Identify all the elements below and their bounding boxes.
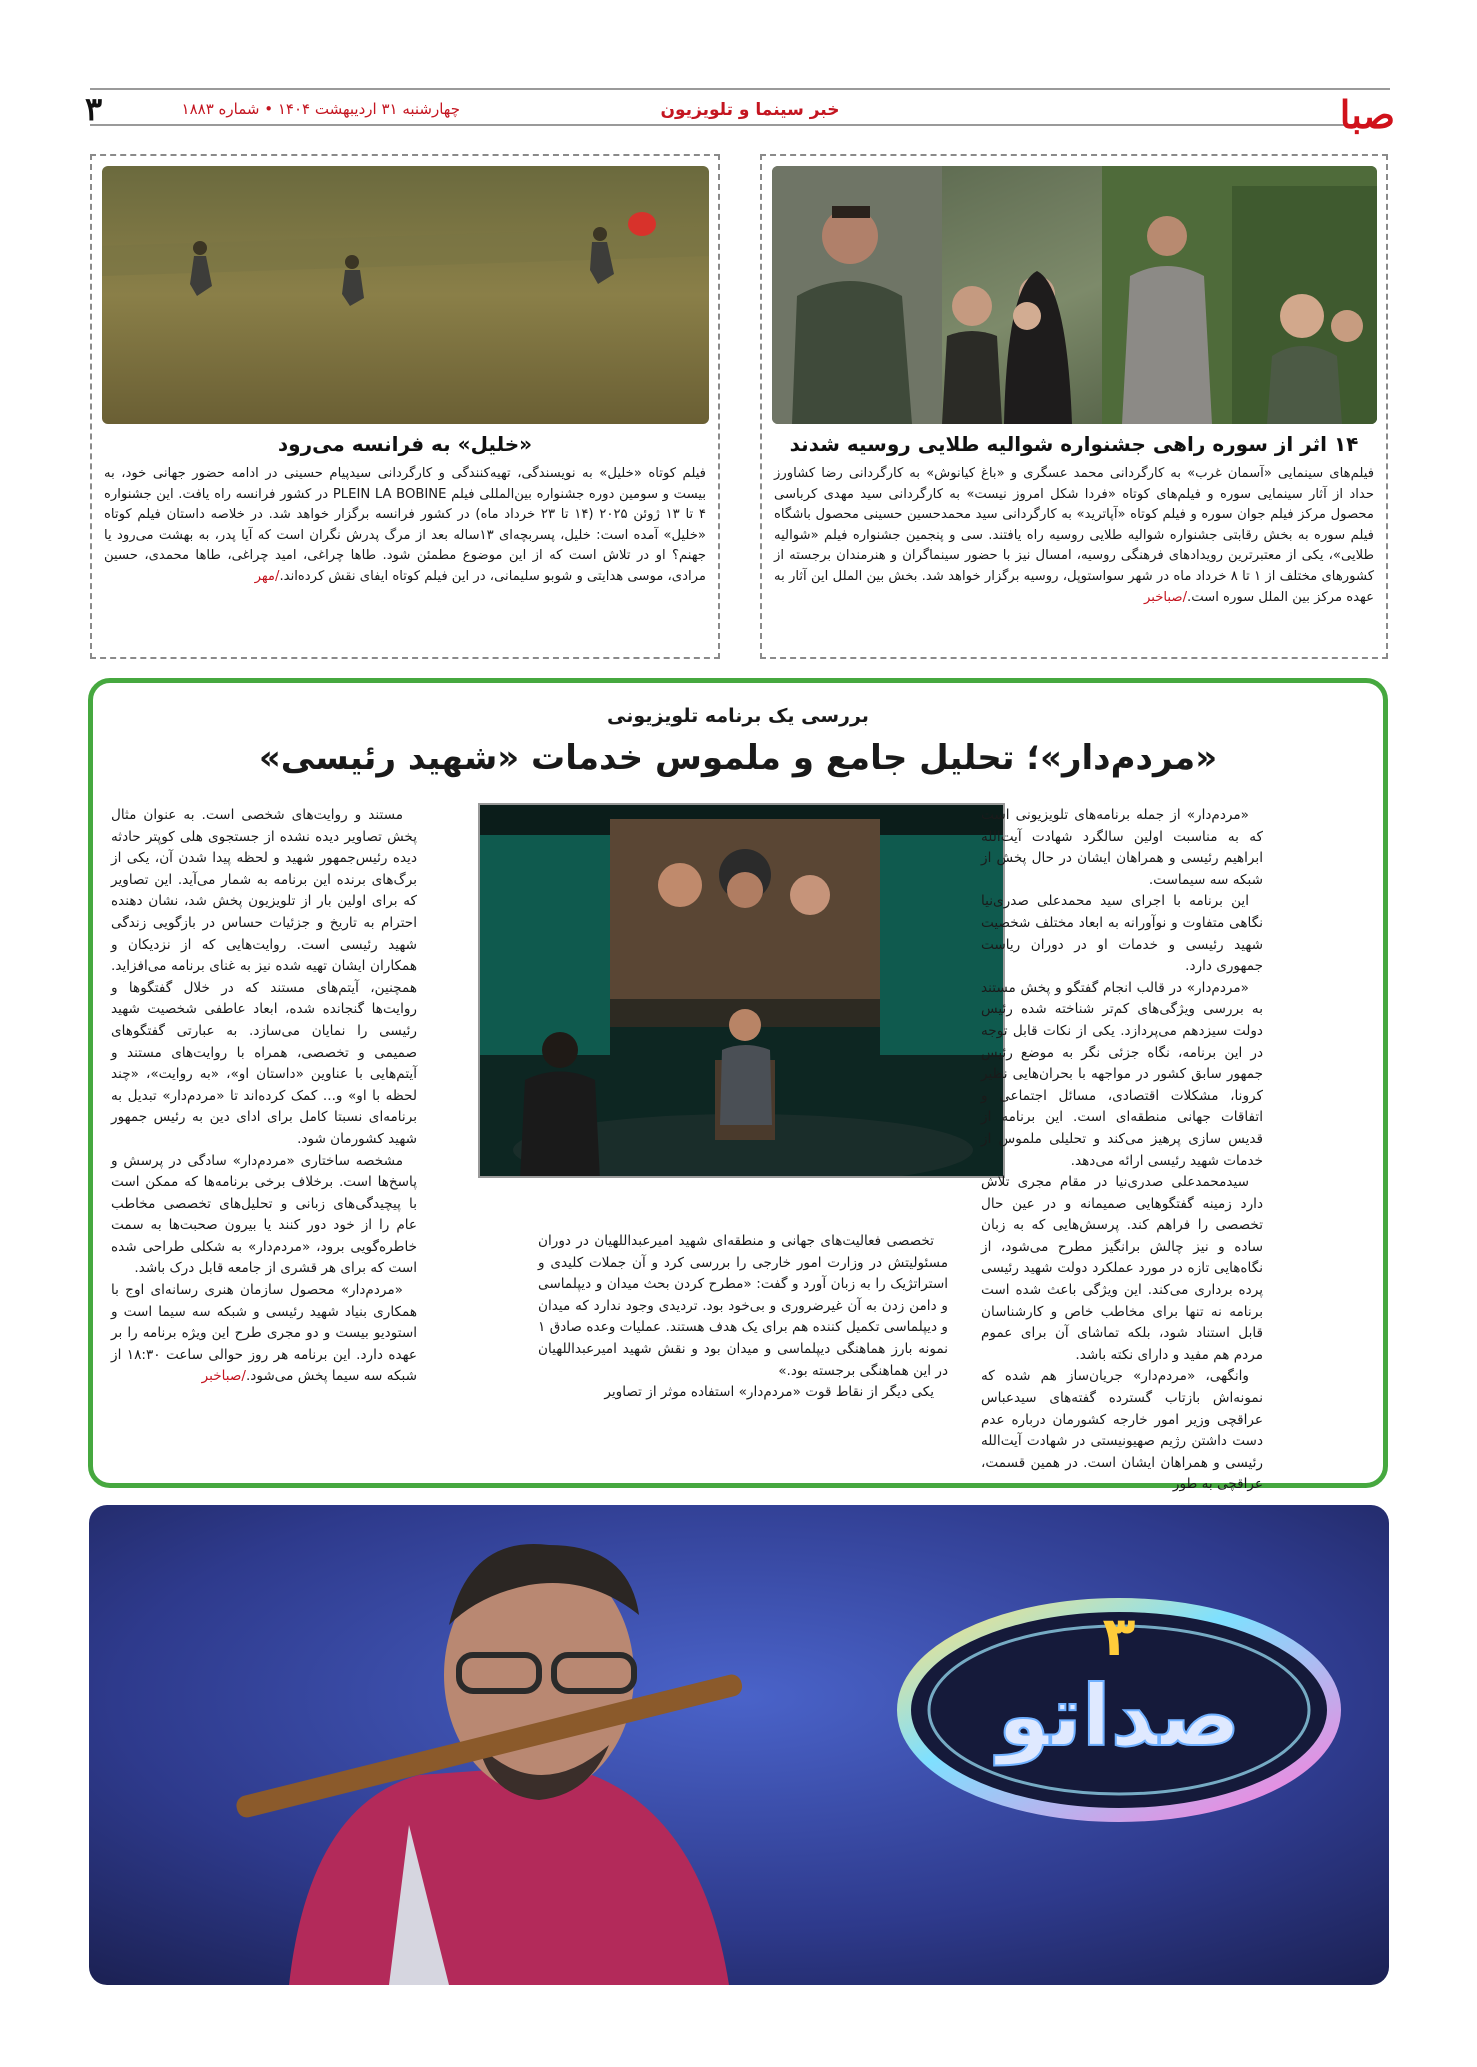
- paragraph: «مردم‌دار» از جمله برنامه‌های تلویزیونی است که به مناسبت اولین سالگرد شهادت آیت‌الله ابراهیم رئیسی و همراهان ایشان در حال پخش از شبکه سه سیماست.: [981, 807, 1263, 888]
- news-box-sooreh: [760, 154, 1388, 659]
- header-top-rule: [90, 88, 1390, 90]
- studio-photo: [478, 803, 1005, 1178]
- paragraph: یکی دیگر از نقاط قوت «مردم‌دار» استفاده موثر از تصاویر: [604, 1384, 934, 1401]
- section-title: خبر سینما و تلویزیون: [660, 100, 840, 120]
- news-body: فیلم کوتاه «خلیل» به نویسندگی، تهیه‌کنندگی و کارگردانی سیدپیام حسینی در ادامه حضور جهانی خود، به بیست و سومین دوره جشنواره بین‌المللی فیلم PLEIN LA BOBINE در کشور فرانسه راه یافت. این جشنواره ۴ تا ۱۳ ژوئن ۲۰۲۵ (۱۴ تا ۲۳ خرداد ماه) در کشور فرانسه برگزار خواهد شد. در خلاصه داستان فیلم کوتاه «خلیل» آمده است: خلیل، پسربچه‌ای ۱۳ساله بعد از مرگ پدرش نگران است که آیا پدر، به بهشت می‌رود یا جهنم؟ او در تلاش است که از این موضوع مطمئن شود. طاها چراغی، امید چراغی، طاها محمدی، حسین مرادی، موسی هدایتی و شوبو سلیمانی، در این فیلم کوتاه ایفای نقش کرده‌اند./مهر: [104, 466, 707, 584]
- news-body: فیلم‌های سینمایی «آسمان غرب» به کارگردانی محمد عسگری و «باغ کیانوش» به کارگردانی رضا کشاورز حداد از آثار سینمایی سوره و فیلم‌های کوتاه «فردا شکل امروز نیست» به کارگردانی سید مهدی کرباسی محصول مرکز فیلم جوان سوره و فیلم کوتاه «آپاترید» به کارگردانی سید محمدحسین حسینی محصول باشگاه فیلم سوره به بخش رقابتی جشنواره شوالیه طلایی روسیه راه یافتند. سی و پنجمین جشنواره فیلم «شوالیه طلایی»، یکی از معتبرترین رویدادهای فرهنگی روسیه، امسال نیز با حضور سینماگران و هنرمندان برجسته از کشورهای مختلف از ۱ تا ۸ خرداد ماه در شهر سواستوپل، روسیه برگزار خواهد شد. بخش بین الملل این آثار به عهده مرکز بین الملل سوره است./صباخبر: [774, 466, 1374, 605]
- paragraph: مشخصه ساختاری «مردم‌دار» سادگی در پرسش و پاسخ‌ها است. برخلاف برخی برنامه‌ها که ممکن است با پیچیدگی‌های زبانی و تحلیل‌های تخصصی مخاطب عام را از خود دور کنند یا بیرون صحبت‌ها به سمت خاطره‌گویی برود، «مردم‌دار» به شکلی طراحی شده است که برای هر قشری از جامعه قابل درک باشد.: [111, 1152, 417, 1277]
- feature-headline: «مردم‌دار»؛ تحلیل جامع و ملموس خدمات «شهید رئیسی»: [258, 738, 1218, 778]
- feature-column-right: [981, 805, 1263, 1496]
- show-banner: [89, 1505, 1389, 1985]
- feature-kicker: بررسی یک برنامه تلویزیونی: [607, 705, 869, 727]
- feature-column-middle: [538, 1231, 948, 1404]
- news-title: ۱۴ اثر از سوره راهی جشنواره شوالیه طلایی روسیه شدند: [789, 432, 1359, 456]
- khalil-film-still: [102, 166, 709, 424]
- paragraph: مستند و روایت‌های شخصی است. به عنوان مثال پخش تصاویر دیده نشده از جستجوی هلی کوپتر حادثه دیده رئیس‌جمهور شهید و لحظه پیدا شدن آن، یکی از برگ‌های برنده این برنامه به شمار می‌آید. این تصاویر که برای اولین بار از تلویزیون پخش شد، نشان دهنده احترام به تاریخ و جزئیات حساس در بازگویی زندگی شهید رئیسی است. روایت‌هایی که از نزدیکان و همکاران ایشان تهیه شده نیز به غنای برنامه می‌افزاید. همچنین، آیتم‌های مستند که در خلال گفتگوها و روایت‌ها گنجانده شده، ابعاد عاطفی شخصیت شهید رئیسی را نمایان می‌سازد. به عبارتی گفتگوهای صمیمی و تخصصی، همراه با روایت‌های مستند و آیتم‌هایی با عناوین «داستان او»، «به روایت»، «چند لحظه با او» و... کمک کرده‌اند تا «مردم‌دار» تبدیل به برنامه‌ای نسبتا کامل برای ادای دین به رئیس جمهور شهید کشورمان شود.: [111, 807, 417, 1147]
- paragraph: این برنامه با اجرای سید محمدعلی صدری‌نیا نگاهی متفاوت و نوآورانه به ابعاد مختلف شخصیت شهید رئیسی و خدمات او در دوران ریاست جمهوری دارد.: [981, 893, 1263, 975]
- news-title: «خلیل» به فرانسه می‌رود: [277, 432, 533, 456]
- feature-source: /صباخبر: [201, 1368, 246, 1385]
- feature-article: [88, 678, 1388, 1493]
- paragraph: سیدمحمدعلی صدری‌نیا در مقام مجری تلاش دارد زمینه گفتگوهایی صمیمانه و در عین حال تخصصی را فراهم کند. پرسش‌هایی که به زبان ساده و نیز چالش برانگیز مطرح می‌شود، از نگاه‌هایی تازه در مورد عملکرد دولت شهید رئیسی پرده برداری می‌کند. این ویژگی باعث شده است برنامه نه تنها برای مخاطب خاص و کارشناسان قابل استناد شود، بلکه تماشای آن برای عموم مردم هم مفید و دارای نکته باشد.: [981, 1174, 1263, 1363]
- issue-date: چهارشنبه ۳۱ اردیبهشت ۱۴۰۴ • شماره ۱۸۸۳: [181, 100, 460, 118]
- page-header: [0, 0, 1477, 137]
- paragraph: «مردم‌دار» محصول سازمان هنری رسانه‌ای اوج با همکاری بنیاد شهید رئیسی و شبکه سه سیما است و استودیو بیست و دو مجری طرح این ویژه برنامه را بر عهده دارد. این برنامه هر روز حوالی ساعت ۱۸:۳۰ از شبکه سه سیما پخش می‌شود./صباخبر: [111, 1282, 417, 1385]
- show-logo-digit: ۳: [1102, 1605, 1136, 1668]
- feature-column-left: [111, 805, 417, 1388]
- paragraph: وانگهی، «مردم‌دار» جریان‌ساز هم شده که نمونه‌اش بازتاب گسترده گفته‌های سیدعباس عراقچی وزیر امور خارجه کشورمان درباره عدم دست داشتن رژیم صهیونیستی در شهادت آیت‌الله رئیسی و همراهان ایشان است. در همین قسمت، عراقچی به طور: [981, 1368, 1263, 1493]
- paragraph: تخصصی فعالیت‌های جهانی و منطقه‌ای شهید امیرعبداللهیان در دوران مسئولیتش در وزارت امور خارجی را بررسی کرد و آن جملات کلیدی و استراتژیک را به زبان آورد و گفت: «مطرح کردن بحث میدان و دیپلماسی و دامن زدن به آن غیرضروری و بی‌خود بود. تردیدی وجود ندارد که میدان و دیپلماسی تکمیل کننده هم برای یک هدف هستند. عملیات وعده صادق ۱ نمونه بارز هماهنگی دیپلماسی و میدان بود و نقش شهید امیرعبداللهیان در این هماهنگی برجسته بود.»: [538, 1233, 948, 1379]
- film-collage-photo: [772, 166, 1377, 424]
- show-logo-text: صداتو: [997, 1667, 1241, 1765]
- news-source: /مهر: [254, 568, 280, 584]
- news-box-khalil: [90, 154, 720, 659]
- newspaper-logo: صبا: [1339, 92, 1395, 137]
- news-source: /صباخبر: [1143, 589, 1188, 605]
- header-bottom-rule: [90, 124, 1390, 126]
- paragraph: «مردم‌دار» در قالب انجام گفتگو و پخش مستند به بررسی ویژگی‌های کم‌تر شناخته شده رئیس دولت سیزدهم می‌پردازد. یکی از نکات قابل توجه در این برنامه، نگاه جزئی نگر به موضع رئیس جمهور سابق کشور در مواجهه با بحران‌هایی نظیر کرونا، مشکلات اقتصادی، مسائل اجتماعی و اتفاقات جهانی منطقه‌ای است. این برنامه از قدیس سازی پرهیز می‌کند و تحلیلی ملموس از خدمات شهید رئیسی ارائه می‌دهد.: [981, 979, 1263, 1169]
- page-number: ۳: [85, 90, 103, 128]
